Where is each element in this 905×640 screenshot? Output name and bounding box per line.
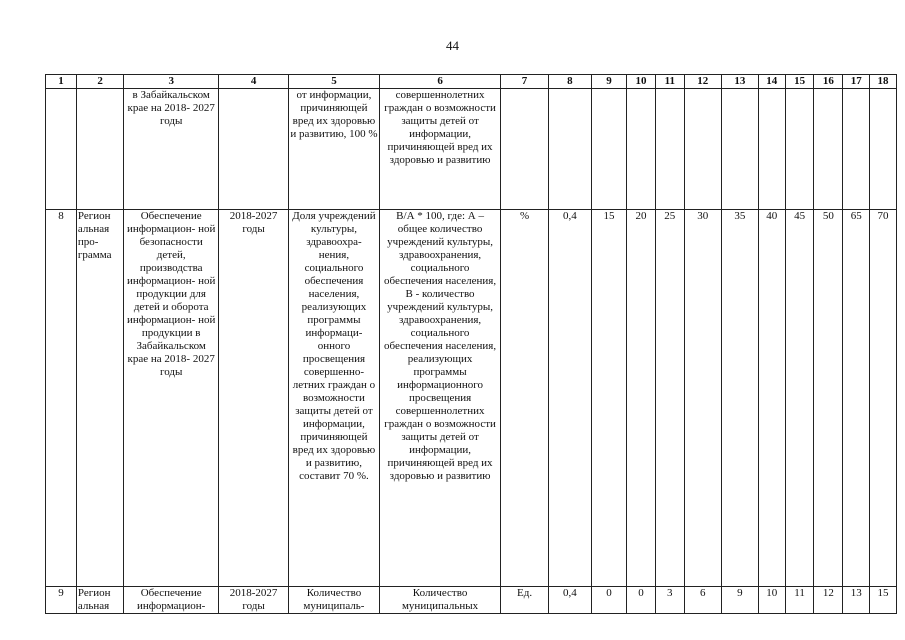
table-cell-col-8 [548,89,591,210]
column-number-cell: 17 [843,75,870,89]
table-cell-col-5: Количество муниципаль- [289,587,380,614]
table-cell-col-9: 15 [592,210,627,587]
column-number-cell: 15 [785,75,814,89]
table-cell-col-10: 0 [627,587,656,614]
table-row [46,210,897,587]
column-number-cell: 16 [814,75,843,89]
table-cell-col-14 [758,89,785,210]
table-cell-col-15: 45 [785,210,814,587]
table-cell-col-14: 40 [758,210,785,587]
table-cell-col-11 [655,89,684,210]
column-number-cell: 2 [76,75,123,89]
table-cell-col-13 [721,89,758,210]
table-cell-col-17: 13 [843,587,870,614]
column-number-cell: 10 [627,75,656,89]
table-cell-col-1 [46,89,77,210]
table-cell-col-3: Обеспечение информацион- [124,587,219,614]
column-number-cell: 14 [758,75,785,89]
table-cell-col-13: 9 [721,587,758,614]
table-cell-col-12 [684,89,721,210]
table-cell-col-9 [592,89,627,210]
table-cell-col-3: Обеспечение информацион- ной безопасности детей, производства информацион- ной продукции для детей и оборота информацион- ной продукции в Забайкальском крае на 2018- 2027 годы [124,210,219,587]
column-number-cell: 11 [655,75,684,89]
column-number-cell: 3 [124,75,219,89]
table-cell-col-6: Количество муниципальных [379,587,501,614]
table-cell-col-2 [76,89,123,210]
indicator-table [45,74,897,614]
table-cell-col-6: В/А * 100, где: А – общее количество учреждений культуры, здравоохранения, социального обеспечения населения, В - количество учреждений культуры, здравоохранения, социального обеспечения населения, реализующих программы информационного просвещения совершеннолетних граждан о возможности защиты детей от информации, причиняющей вред их здоровью и развитию [379,210,501,587]
table-cell-col-10 [627,89,656,210]
table-cell-col-11: 25 [655,210,684,587]
table-cell-col-12: 6 [684,587,721,614]
column-number-cell: 13 [721,75,758,89]
table-cell-col-10: 20 [627,210,656,587]
page-number: 44 [446,38,459,53]
table-cell-col-7: Ед. [501,587,548,614]
table-cell-col-16: 50 [814,210,843,587]
column-number-cell: 1 [46,75,77,89]
table-cell-col-7: % [501,210,548,587]
table-cell-col-8: 0,4 [548,210,591,587]
table-cell-col-4: 2018-2027 годы [219,210,289,587]
table-cell-col-12: 30 [684,210,721,587]
table-cell-col-9: 0 [592,587,627,614]
column-number-cell: 7 [501,75,548,89]
table-cell-col-3: в Забайкальском крае на 2018- 2027 годы [124,89,219,210]
table-cell-col-13: 35 [721,210,758,587]
table-cell-col-14: 10 [758,587,785,614]
column-number-cell: 9 [592,75,627,89]
table-cell-col-18: 70 [870,210,897,587]
table-cell-col-16 [814,89,843,210]
table-header-row [46,75,897,89]
table-cell-col-11: 3 [655,587,684,614]
table-cell-col-6: совершеннолетних граждан о возможности защиты детей от информации, причиняющей вред их здоровью и развитию [379,89,501,210]
column-number-cell: 12 [684,75,721,89]
table-cell-col-4: 2018-2027 годы [219,587,289,614]
column-number-cell: 5 [289,75,380,89]
table-cell-col-1: 8 [46,210,77,587]
column-number-cell: 18 [870,75,897,89]
column-number-cell: 4 [219,75,289,89]
table-cell-col-17 [843,89,870,210]
table-row [46,587,897,614]
column-number-cell: 6 [379,75,501,89]
column-number-cell: 8 [548,75,591,89]
table-cell-col-2: Регион альная [76,587,123,614]
table-cell-col-16: 12 [814,587,843,614]
table-cell-col-7 [501,89,548,210]
table-cell-col-4 [219,89,289,210]
table-cell-col-5: от информации, причиняющей вред их здоровью и развитию, 100 % [289,89,380,210]
table-cell-col-18: 15 [870,587,897,614]
table-cell-col-8: 0,4 [548,587,591,614]
table-cell-col-1: 9 [46,587,77,614]
table-cell-col-15: 11 [785,587,814,614]
table-cell-col-15 [785,89,814,210]
table-row [46,89,897,210]
table-cell-col-18 [870,89,897,210]
table-cell-col-2: Регион альная про- грамма [76,210,123,587]
table-cell-col-5: Доля учреждений культуры, здравоохра- нения, социального обеспечения населения, реализующих программы информаци- онного просвещения совершенно- летних граждан о возможности защиты детей от информации, причиняющей вред их здоровью и развитию, составит 70 %. [289,210,380,587]
table-cell-col-17: 65 [843,210,870,587]
